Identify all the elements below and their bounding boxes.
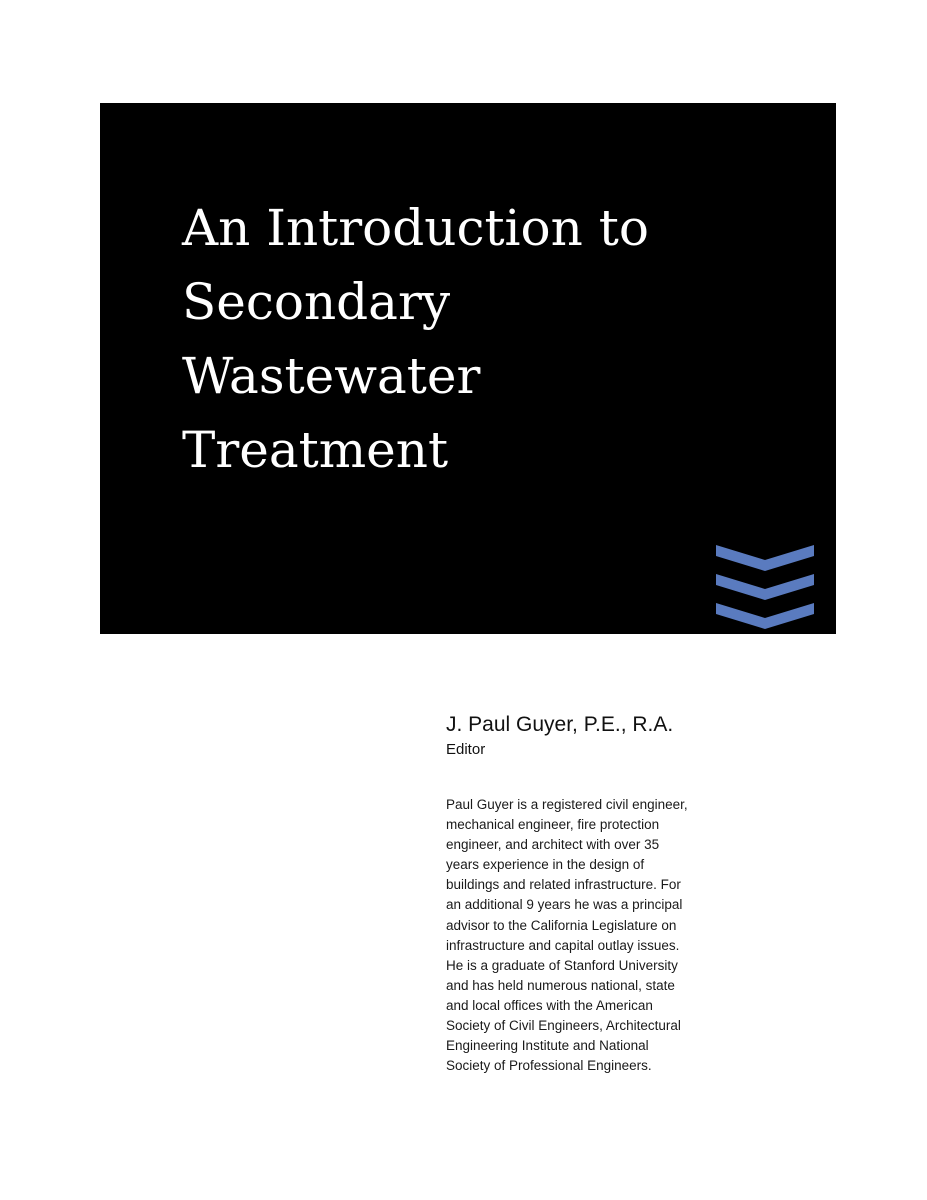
bio-line: Society of Civil Engineers, Architectural <box>446 1018 681 1034</box>
cover-title-panel <box>100 103 836 634</box>
book-title-line: Wastewater <box>182 347 481 405</box>
author-role: Editor <box>446 741 486 758</box>
bio-line: mechanical engineer, fire protection <box>446 817 660 833</box>
bio-line: infrastructure and capital outlay issues. <box>446 937 680 953</box>
bio-line: He is a graduate of Stanford University <box>446 957 678 973</box>
author-name: J. Paul Guyer, P.E., R.A. <box>446 713 674 736</box>
bio-line: advisor to the California Legislature on <box>446 917 677 933</box>
chevron-shape <box>716 603 814 629</box>
triple-chevron-down-icon <box>716 545 814 629</box>
author-block <box>446 710 786 1076</box>
book-title-line: An Introduction to <box>182 199 649 257</box>
chevron-shape <box>716 574 814 600</box>
bio-line: buildings and related infrastructure. For <box>446 877 681 893</box>
bio-line: Paul Guyer is a registered civil engineer, <box>446 797 688 812</box>
bio-line: an additional 9 years he was a principal <box>446 897 683 913</box>
bio-line: and local offices with the American <box>446 997 653 1013</box>
bio-line: and has held numerous national, state <box>446 977 675 993</box>
author-bio <box>446 795 786 1076</box>
book-title-line: Secondary <box>182 273 451 331</box>
bio-line: engineer, and architect with over 35 <box>446 837 660 853</box>
book-title-line: Treatment <box>182 421 449 479</box>
book-title <box>182 191 649 487</box>
bio-line: years experience in the design of <box>446 857 645 873</box>
chevron-shape <box>716 545 814 571</box>
bio-line: Society of Professional Engineers. <box>446 1058 652 1074</box>
bio-line: Engineering Institute and National <box>446 1038 649 1054</box>
